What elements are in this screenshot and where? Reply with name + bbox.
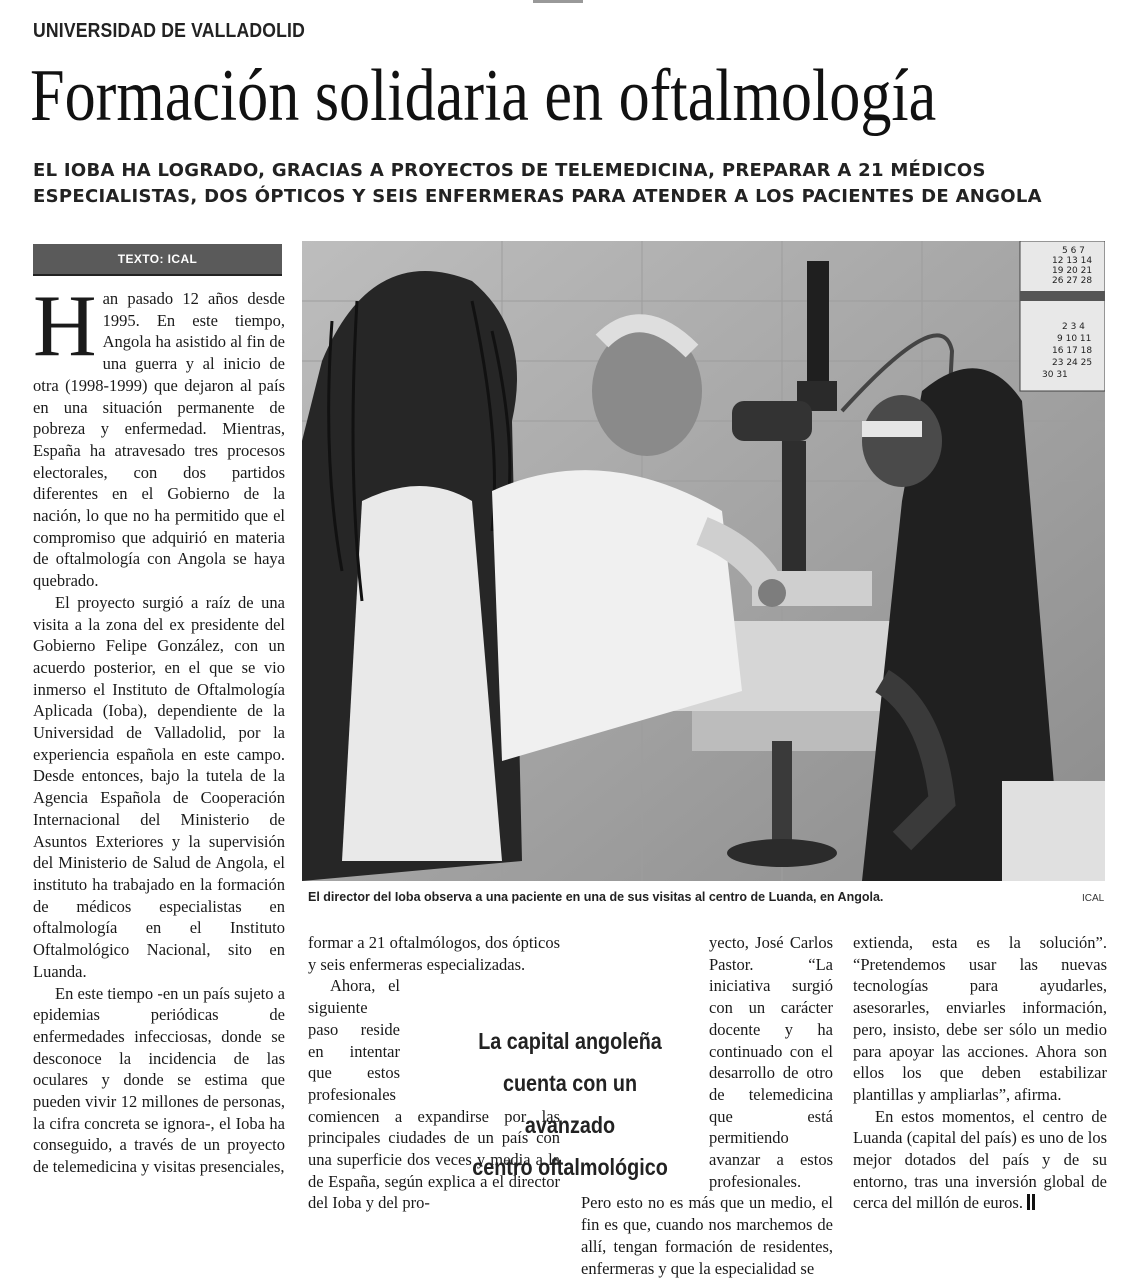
byline-text: TEXTO: ICAL xyxy=(117,252,198,266)
paragraph: En estos momentos, el centro de Luanda (capital del país) es uno de los mejor dotados del país y de su entorno, tras una inversión global de cerca del millón de euros. xyxy=(853,1106,1107,1213)
calendar-row: 19 20 21 xyxy=(1052,266,1093,276)
drop-cap: H xyxy=(33,278,97,375)
paragraph: an pasado 12 años desde 1995. En este tiempo, Angola ha asistido al fin de una guerra y al inicio de otra (1998-1999) que dejaron al país en una situación permanente de pobreza y enfermedad. Mientras, España ha atravesado tres procesos electorales, con dos partidos diferentes en el Gobierno de la nación, lo que no ha permitido que el compromiso que adquirió en materia de oftalmología con Angola se haya quebrado. xyxy=(33,289,285,591)
pull-quote-line: centro oftalmológico xyxy=(472,1154,668,1180)
photo-caption: El director del Ioba observa a una paciente en una de sus visitas al centro de Luanda, en Angola. xyxy=(308,890,884,904)
calendar-row: 9 10 11 xyxy=(1057,334,1092,344)
subheadline: EL IOBA HA LOGRADO, GRACIAS A PROYECTOS DE TELEMEDICINA, PREPARAR A 21 MÉDICOS ESPECIALISTAS, DOS ÓPTICOS Y SEIS ENFERMERAS PARA ATENDER A LOS PACIENTES DE ANGOLA xyxy=(33,160,1042,207)
calendar-row: 23 24 25 xyxy=(1052,358,1093,368)
calendar-row: 26 27 28 xyxy=(1052,276,1093,286)
end-mark-icon xyxy=(1027,1194,1030,1210)
calendar-row: 12 13 14 xyxy=(1052,256,1093,266)
paragraph: En este tiempo -en un país sujeto a epidemias periódicas de enfermedades infecciosas, donde se desconoce la incidencia de las oculares y donde se estima que pueden vivir 12 millones de personas, la cifra concreta se ignora-, el Ioba ha conseguido, a través de un proyecto de telemedicina y visitas presenciales, xyxy=(33,983,285,1177)
wall-calendar xyxy=(1020,241,1105,391)
article-photo xyxy=(302,241,1105,881)
photo-credit: ICAL xyxy=(1082,893,1105,904)
section-label: UNIVERSIDAD DE VALLADOLID xyxy=(33,20,306,42)
article-column-1 xyxy=(33,278,285,1178)
calendar-row: 5 6 7 xyxy=(1062,246,1085,256)
pull-quote-line: cuenta con un avanzado xyxy=(502,1070,638,1138)
byline-bar xyxy=(33,244,282,276)
calendar-row: 2 3 4 xyxy=(1062,322,1085,332)
headline: Formación solidaria en oftalmología xyxy=(30,55,937,137)
top-rule xyxy=(533,0,583,3)
pull-quote xyxy=(458,1020,682,1188)
paragraph: Ahora, el siguiente paso reside en intentar que estos profesionales comiencen a expandirse por las principales ciudades de un país con una superficie dos veces y media a la de España, según explica a el director del Ioba y del pro- xyxy=(308,976,560,1213)
paragraph: extienda, esta es la solución”. “Pretendemos usar las nuevas tecnologías para ayudarles, asesorarles, enviarles información, pero, insisto, debe ser sólo un medio para apoyar las acciones. Ahora son ellos los que deben estabilizar plantillas y ampliarlas”, afirma. xyxy=(853,933,1107,1104)
photo-illustration xyxy=(302,241,1105,881)
pull-quote-line: La capital angoleña xyxy=(478,1028,662,1054)
calendar-row: 30 31 xyxy=(1042,370,1068,380)
article-column-4 xyxy=(853,932,1107,1214)
paragraph: El proyecto surgió a raíz de una visita a la zona del ex presidente del Gobierno Felipe González, con un acuerdo posterior, en el que se vio inmerso el Instituto de Oftalmología Aplicada (Ioba), dependiente de la Universidad de Valladolid, por la experiencia española en este campo. Desde entonces, bajo la tutela de la Agencia Española de Cooperación Internacional del Ministerio de Asuntos Exteriores y la supervisión del Ministerio de Salud de Angola, el instituto ha trabajado en la formación de médicos especialistas en oftalmología en el Instituto Oftalmológico Nacional, sito en Luanda. xyxy=(33,592,285,981)
calendar-row: 16 17 18 xyxy=(1052,346,1093,356)
paragraph: formar a 21 oftalmólogos, dos ópticos y seis enfermeras especializadas. xyxy=(308,933,560,974)
paragraph: yecto, José Carlos Pastor. “La iniciativa surgió con un carácter docente y ha continuado con el desarrollo de otro de telemedicina que está permitiendo avanzar a estos profesionales. Pero esto no es más que un medio, el fin es que, cuando nos marchemos de allí, tengan formación de residentes, enfermeras y que la especialidad se xyxy=(581,933,833,1278)
